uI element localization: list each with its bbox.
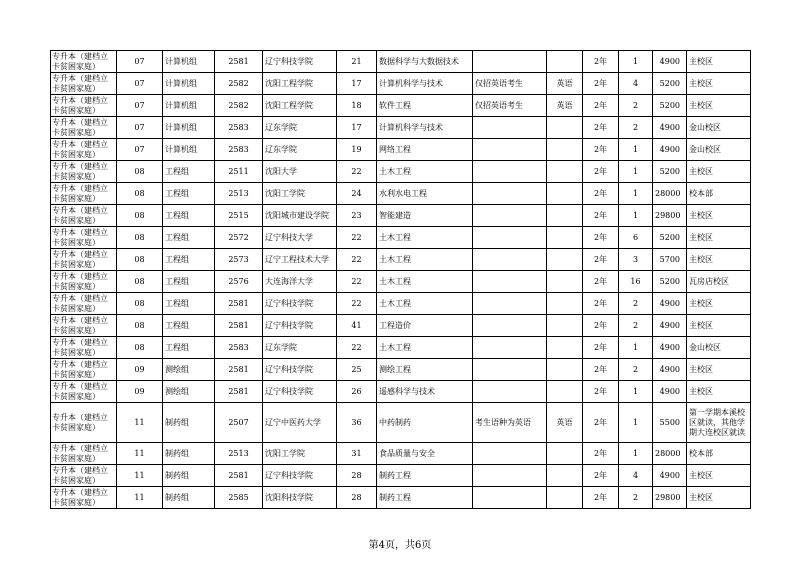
major-code-cell: 23: [337, 205, 377, 227]
table-row: [51, 381, 751, 403]
major-code-cell: 22: [337, 249, 377, 271]
duration-cell: 2年: [583, 183, 619, 205]
category-cell: 专升本（建档立卡贫困家庭）: [51, 51, 117, 73]
campus-cell: 主校区: [687, 161, 751, 183]
school-code-cell: 2572: [215, 227, 263, 249]
plan-count-cell: 1: [619, 183, 653, 205]
campus-cell: 金山校区: [687, 117, 751, 139]
group-name-cell: 计算机组: [163, 73, 215, 95]
note-cell: [473, 381, 547, 403]
school-code-cell: 2515: [215, 205, 263, 227]
major-name-cell: 土木工程: [377, 161, 473, 183]
major-name-cell: 土木工程: [377, 227, 473, 249]
note-cell: [473, 117, 547, 139]
plan-count-cell: 2: [619, 315, 653, 337]
tuition-cell: 4900: [653, 359, 687, 381]
category-cell: 专升本（建档立卡贫困家庭）: [51, 359, 117, 381]
tuition-cell: 4900: [653, 139, 687, 161]
plan-count-cell: 4: [619, 73, 653, 95]
plan-count-cell: 1: [619, 403, 653, 443]
group-code-cell: 11: [117, 487, 163, 509]
duration-cell: 2年: [583, 337, 619, 359]
note-cell: [473, 271, 547, 293]
major-name-cell: 中药制药: [377, 403, 473, 443]
major-code-cell: 18: [337, 95, 377, 117]
note-cell: 仅招英语考生: [473, 73, 547, 95]
major-code-cell: 26: [337, 381, 377, 403]
group-code-cell: 08: [117, 249, 163, 271]
major-name-cell: 测绘工程: [377, 359, 473, 381]
school-name-cell: 辽宁科技学院: [263, 293, 337, 315]
tuition-cell: 4900: [653, 293, 687, 315]
group-name-cell: 工程组: [163, 227, 215, 249]
campus-cell: 金山校区: [687, 337, 751, 359]
school-name-cell: 辽宁科技学院: [263, 465, 337, 487]
table-row: [51, 117, 751, 139]
language-cell: [547, 205, 583, 227]
major-code-cell: 28: [337, 465, 377, 487]
school-code-cell: 2507: [215, 403, 263, 443]
tuition-cell: 5200: [653, 227, 687, 249]
school-code-cell: 2511: [215, 161, 263, 183]
major-name-cell: 制药工程: [377, 487, 473, 509]
table-row: [51, 337, 751, 359]
school-code-cell: 2513: [215, 443, 263, 465]
major-code-cell: 25: [337, 359, 377, 381]
tuition-cell: 4900: [653, 315, 687, 337]
major-name-cell: 土木工程: [377, 249, 473, 271]
page-number: 第4页，共6页: [368, 540, 432, 551]
plan-count-cell: 1: [619, 161, 653, 183]
language-cell: [547, 271, 583, 293]
school-code-cell: 2583: [215, 337, 263, 359]
campus-cell: 主校区: [687, 205, 751, 227]
school-code-cell: 2513: [215, 183, 263, 205]
duration-cell: 2年: [583, 205, 619, 227]
campus-cell: 主校区: [687, 381, 751, 403]
school-code-cell: 2582: [215, 73, 263, 95]
school-name-cell: 沈阳城市建设学院: [263, 205, 337, 227]
language-cell: [547, 293, 583, 315]
tuition-cell: 4900: [653, 337, 687, 359]
campus-cell: 主校区: [687, 487, 751, 509]
duration-cell: 2年: [583, 487, 619, 509]
category-cell: 专升本（建档立卡贫困家庭）: [51, 337, 117, 359]
major-code-cell: 41: [337, 315, 377, 337]
duration-cell: 2年: [583, 95, 619, 117]
school-code-cell: 2582: [215, 95, 263, 117]
campus-cell: 校本部: [687, 443, 751, 465]
major-name-cell: 软件工程: [377, 95, 473, 117]
campus-cell: 主校区: [687, 359, 751, 381]
group-code-cell: 07: [117, 51, 163, 73]
note-cell: [473, 227, 547, 249]
campus-cell: 主校区: [687, 315, 751, 337]
language-cell: [547, 139, 583, 161]
category-cell: 专升本（建档立卡贫困家庭）: [51, 161, 117, 183]
school-code-cell: 2581: [215, 359, 263, 381]
tuition-cell: 5700: [653, 249, 687, 271]
language-cell: [547, 227, 583, 249]
group-name-cell: 制药组: [163, 403, 215, 443]
school-name-cell: 沈阳工程学院: [263, 73, 337, 95]
group-code-cell: 07: [117, 73, 163, 95]
group-code-cell: 08: [117, 205, 163, 227]
category-cell: 专升本（建档立卡贫困家庭）: [51, 443, 117, 465]
major-name-cell: 智能建造: [377, 205, 473, 227]
major-code-cell: 17: [337, 117, 377, 139]
school-name-cell: 沈阳工程学院: [263, 95, 337, 117]
plan-count-cell: 16: [619, 271, 653, 293]
school-name-cell: 辽东学院: [263, 139, 337, 161]
group-name-cell: 工程组: [163, 183, 215, 205]
campus-cell: 主校区: [687, 249, 751, 271]
group-name-cell: 制药组: [163, 465, 215, 487]
major-code-cell: 21: [337, 51, 377, 73]
note-cell: [473, 465, 547, 487]
language-cell: [547, 183, 583, 205]
language-cell: 英语: [547, 73, 583, 95]
language-cell: [547, 117, 583, 139]
group-name-cell: 计算机组: [163, 117, 215, 139]
duration-cell: 2年: [583, 139, 619, 161]
plan-count-cell: 1: [619, 139, 653, 161]
campus-cell: 瓦房店校区: [687, 271, 751, 293]
note-cell: [473, 443, 547, 465]
table-row: [51, 487, 751, 509]
table-row: [51, 73, 751, 95]
campus-cell: 第一学期本溪校区就读，其他学期大连校区就读: [687, 403, 751, 443]
major-name-cell: 数据科学与大数据技术: [377, 51, 473, 73]
plan-count-cell: 2: [619, 117, 653, 139]
group-name-cell: 计算机组: [163, 51, 215, 73]
duration-cell: 2年: [583, 51, 619, 73]
major-name-cell: 计算机科学与技术: [377, 117, 473, 139]
plan-count-cell: 1: [619, 337, 653, 359]
group-name-cell: 工程组: [163, 271, 215, 293]
language-cell: [547, 161, 583, 183]
plan-count-cell: 1: [619, 381, 653, 403]
group-name-cell: 工程组: [163, 249, 215, 271]
group-name-cell: 制药组: [163, 487, 215, 509]
language-cell: [547, 465, 583, 487]
table-row: [51, 183, 751, 205]
group-code-cell: 08: [117, 293, 163, 315]
major-code-cell: 17: [337, 73, 377, 95]
language-cell: [547, 487, 583, 509]
school-name-cell: 沈阳科技学院: [263, 487, 337, 509]
category-cell: 专升本（建档立卡贫困家庭）: [51, 73, 117, 95]
note-cell: [473, 139, 547, 161]
school-code-cell: 2581: [215, 51, 263, 73]
major-code-cell: 36: [337, 403, 377, 443]
language-cell: [547, 249, 583, 271]
campus-cell: 校本部: [687, 183, 751, 205]
group-code-cell: 07: [117, 117, 163, 139]
language-cell: [547, 337, 583, 359]
category-cell: 专升本（建档立卡贫困家庭）: [51, 465, 117, 487]
note-cell: [473, 315, 547, 337]
plan-count-cell: 3: [619, 249, 653, 271]
category-cell: 专升本（建档立卡贫困家庭）: [51, 381, 117, 403]
language-cell: [547, 359, 583, 381]
group-code-cell: 08: [117, 315, 163, 337]
tuition-cell: 5200: [653, 73, 687, 95]
group-code-cell: 08: [117, 337, 163, 359]
table-row: [51, 359, 751, 381]
plan-count-cell: 2: [619, 359, 653, 381]
school-code-cell: 2583: [215, 117, 263, 139]
school-name-cell: 辽宁科技学院: [263, 359, 337, 381]
group-code-cell: 11: [117, 465, 163, 487]
table-row: [51, 161, 751, 183]
category-cell: 专升本（建档立卡贫困家庭）: [51, 117, 117, 139]
duration-cell: 2年: [583, 227, 619, 249]
major-code-cell: 22: [337, 161, 377, 183]
tuition-cell: 5200: [653, 271, 687, 293]
plan-count-cell: 2: [619, 95, 653, 117]
group-name-cell: 工程组: [163, 293, 215, 315]
duration-cell: 2年: [583, 73, 619, 95]
school-name-cell: 辽宁工程技术大学: [263, 249, 337, 271]
major-name-cell: 工程造价: [377, 315, 473, 337]
category-cell: 专升本（建档立卡贫困家庭）: [51, 95, 117, 117]
note-cell: [473, 161, 547, 183]
group-code-cell: 08: [117, 227, 163, 249]
tuition-cell: 5500: [653, 403, 687, 443]
duration-cell: 2年: [583, 271, 619, 293]
duration-cell: 2年: [583, 443, 619, 465]
school-name-cell: 大连海洋大学: [263, 271, 337, 293]
tuition-cell: 5200: [653, 161, 687, 183]
plan-count-cell: 1: [619, 443, 653, 465]
note-cell: [473, 359, 547, 381]
language-cell: [547, 443, 583, 465]
tuition-cell: 4900: [653, 381, 687, 403]
campus-cell: 主校区: [687, 95, 751, 117]
table-row: [51, 51, 751, 73]
group-code-cell: 08: [117, 161, 163, 183]
note-cell: [473, 51, 547, 73]
school-code-cell: 2581: [215, 293, 263, 315]
category-cell: 专升本（建档立卡贫困家庭）: [51, 403, 117, 443]
major-code-cell: 22: [337, 227, 377, 249]
note-cell: [473, 337, 547, 359]
plan-count-cell: 1: [619, 51, 653, 73]
table-row: [51, 249, 751, 271]
major-code-cell: 19: [337, 139, 377, 161]
note-cell: [473, 249, 547, 271]
enrollment-table: [50, 50, 751, 509]
school-name-cell: 辽宁中医药大学: [263, 403, 337, 443]
school-code-cell: 2583: [215, 139, 263, 161]
school-code-cell: 2581: [215, 315, 263, 337]
language-cell: [547, 51, 583, 73]
group-name-cell: 测绘组: [163, 359, 215, 381]
group-code-cell: 08: [117, 183, 163, 205]
campus-cell: 主校区: [687, 73, 751, 95]
table-row: [51, 443, 751, 465]
note-cell: 仅招英语考生: [473, 95, 547, 117]
tuition-cell: 4900: [653, 465, 687, 487]
plan-count-cell: 4: [619, 465, 653, 487]
major-name-cell: 遥感科学与技术: [377, 381, 473, 403]
tuition-cell: 5200: [653, 95, 687, 117]
major-name-cell: 制药工程: [377, 465, 473, 487]
duration-cell: 2年: [583, 117, 619, 139]
school-name-cell: 沈阳工学院: [263, 183, 337, 205]
school-code-cell: 2576: [215, 271, 263, 293]
school-name-cell: 沈阳工学院: [263, 443, 337, 465]
major-name-cell: 水利水电工程: [377, 183, 473, 205]
school-name-cell: 辽宁科技大学: [263, 227, 337, 249]
tuition-cell: 4900: [653, 117, 687, 139]
major-code-cell: 24: [337, 183, 377, 205]
school-name-cell: 辽宁科技学院: [263, 381, 337, 403]
school-code-cell: 2585: [215, 487, 263, 509]
table-row: [51, 293, 751, 315]
school-name-cell: 辽宁科技学院: [263, 51, 337, 73]
table-row: [51, 95, 751, 117]
major-name-cell: 计算机科学与技术: [377, 73, 473, 95]
school-name-cell: 辽宁科技学院: [263, 315, 337, 337]
group-code-cell: 07: [117, 95, 163, 117]
group-name-cell: 计算机组: [163, 95, 215, 117]
duration-cell: 2年: [583, 381, 619, 403]
language-cell: [547, 381, 583, 403]
table-row: [51, 271, 751, 293]
tuition-cell: 4900: [653, 51, 687, 73]
duration-cell: 2年: [583, 403, 619, 443]
category-cell: 专升本（建档立卡贫困家庭）: [51, 293, 117, 315]
category-cell: 专升本（建档立卡贫困家庭）: [51, 227, 117, 249]
table-row: [51, 403, 751, 443]
major-name-cell: 食品质量与安全: [377, 443, 473, 465]
school-code-cell: 2573: [215, 249, 263, 271]
campus-cell: 主校区: [687, 465, 751, 487]
language-cell: 英语: [547, 95, 583, 117]
school-code-cell: 2581: [215, 381, 263, 403]
duration-cell: 2年: [583, 161, 619, 183]
category-cell: 专升本（建档立卡贫困家庭）: [51, 205, 117, 227]
duration-cell: 2年: [583, 465, 619, 487]
group-name-cell: 工程组: [163, 161, 215, 183]
campus-cell: 主校区: [687, 293, 751, 315]
major-name-cell: 土木工程: [377, 293, 473, 315]
school-code-cell: 2581: [215, 465, 263, 487]
note-cell: [473, 293, 547, 315]
tuition-cell: 28000: [653, 183, 687, 205]
school-name-cell: 辽东学院: [263, 337, 337, 359]
group-code-cell: 11: [117, 443, 163, 465]
tuition-cell: 29800: [653, 205, 687, 227]
table-row: [51, 205, 751, 227]
plan-count-cell: 1: [619, 205, 653, 227]
table-row: [51, 139, 751, 161]
group-name-cell: 计算机组: [163, 139, 215, 161]
campus-cell: 主校区: [687, 51, 751, 73]
major-name-cell: 土木工程: [377, 337, 473, 359]
note-cell: [473, 205, 547, 227]
duration-cell: 2年: [583, 249, 619, 271]
major-code-cell: 22: [337, 337, 377, 359]
category-cell: 专升本（建档立卡贫困家庭）: [51, 183, 117, 205]
category-cell: 专升本（建档立卡贫困家庭）: [51, 139, 117, 161]
group-code-cell: 08: [117, 271, 163, 293]
major-code-cell: 22: [337, 271, 377, 293]
category-cell: 专升本（建档立卡贫困家庭）: [51, 487, 117, 509]
group-code-cell: 07: [117, 139, 163, 161]
table-row: [51, 465, 751, 487]
group-code-cell: 09: [117, 381, 163, 403]
note-cell: [473, 183, 547, 205]
note-cell: [473, 487, 547, 509]
group-name-cell: 制药组: [163, 443, 215, 465]
major-name-cell: 土木工程: [377, 271, 473, 293]
group-code-cell: 11: [117, 403, 163, 443]
plan-count-cell: 6: [619, 227, 653, 249]
duration-cell: 2年: [583, 315, 619, 337]
category-cell: 专升本（建档立卡贫困家庭）: [51, 315, 117, 337]
school-name-cell: 辽东学院: [263, 117, 337, 139]
language-cell: 英语: [547, 403, 583, 443]
major-code-cell: 28: [337, 487, 377, 509]
plan-count-cell: 2: [619, 293, 653, 315]
language-cell: [547, 315, 583, 337]
table-row: [51, 315, 751, 337]
duration-cell: 2年: [583, 359, 619, 381]
category-cell: 专升本（建档立卡贫困家庭）: [51, 271, 117, 293]
tuition-cell: 28000: [653, 443, 687, 465]
major-code-cell: 31: [337, 443, 377, 465]
group-name-cell: 工程组: [163, 205, 215, 227]
major-code-cell: 22: [337, 293, 377, 315]
group-name-cell: 工程组: [163, 337, 215, 359]
campus-cell: 金山校区: [687, 139, 751, 161]
school-name-cell: 沈阳大学: [263, 161, 337, 183]
note-cell: 考生语种为英语: [473, 403, 547, 443]
duration-cell: 2年: [583, 293, 619, 315]
major-name-cell: 网络工程: [377, 139, 473, 161]
tuition-cell: 29800: [653, 487, 687, 509]
group-code-cell: 09: [117, 359, 163, 381]
group-name-cell: 测绘组: [163, 381, 215, 403]
campus-cell: 主校区: [687, 227, 751, 249]
table-body: [51, 51, 751, 509]
category-cell: 专升本（建档立卡贫困家庭）: [51, 249, 117, 271]
table-row: [51, 227, 751, 249]
plan-count-cell: 2: [619, 487, 653, 509]
group-name-cell: 工程组: [163, 315, 215, 337]
